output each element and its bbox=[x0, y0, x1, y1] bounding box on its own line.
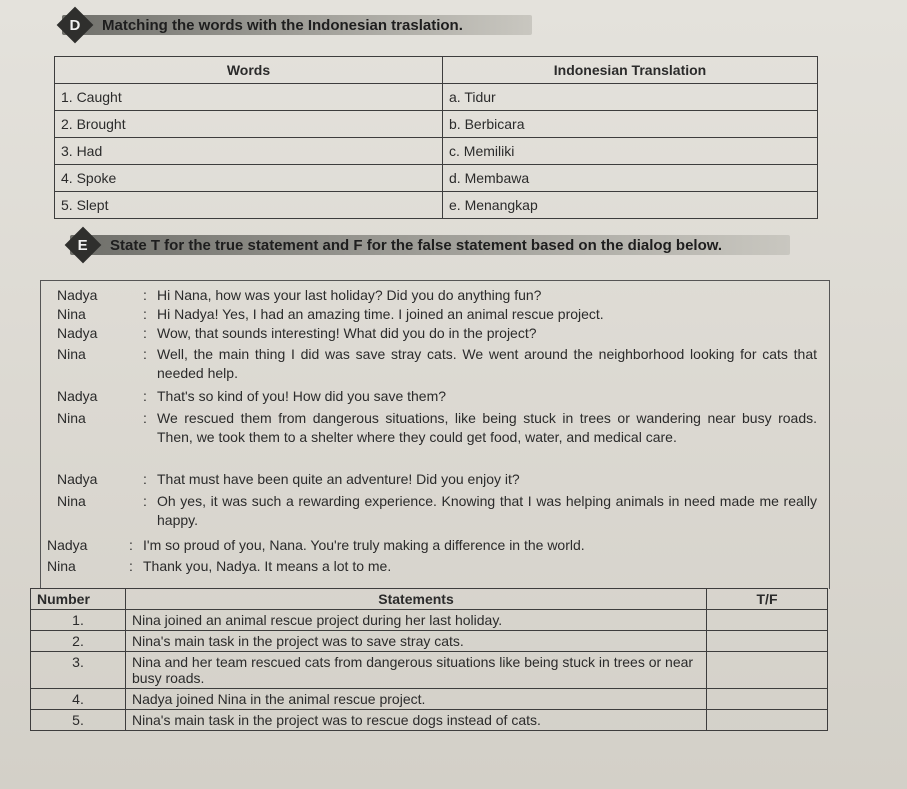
matching-table bbox=[54, 56, 818, 219]
tf-header: T/F bbox=[707, 589, 828, 610]
dialog-text: Oh yes, it was such a rewarding experience. Knowing that I was helping animals in need made me really happy. bbox=[157, 493, 817, 528]
speaker: Nina bbox=[57, 493, 86, 509]
statement-text: Nina joined an animal rescue project during her last holiday. bbox=[126, 610, 707, 631]
translation-header: Indonesian Translation bbox=[443, 57, 818, 84]
translation-cell: a. Tidur bbox=[443, 84, 818, 111]
dialog-line: Nina : Well, the main thing I did was save stray cats. We went around the neighborhood looking for cats that needed help. bbox=[57, 346, 817, 381]
translation-cell: b. Berbicara bbox=[443, 111, 818, 138]
table-row bbox=[55, 138, 818, 165]
words-header: Words bbox=[55, 57, 443, 84]
statement-text: Nina and her team rescued cats from dangerous situations like being stuck in trees or near busy roads. bbox=[126, 652, 707, 689]
dialog-text: I'm so proud of you, Nana. You're truly making a difference in the world. bbox=[143, 537, 585, 553]
table-row bbox=[55, 165, 818, 192]
section-e-letter: E bbox=[65, 227, 102, 264]
statements-table bbox=[30, 588, 828, 731]
translation-cell: c. Memiliki bbox=[443, 138, 818, 165]
speaker: Nadya bbox=[57, 287, 98, 303]
section-d-letter: D bbox=[57, 7, 94, 44]
translation-cell: e. Menangkap bbox=[443, 192, 818, 219]
dialog-line: Nadya : Wow, that sounds interesting! What did you do in the project? bbox=[57, 324, 817, 343]
tf-answer-cell[interactable] bbox=[707, 710, 828, 731]
table-header-row bbox=[31, 589, 828, 610]
speaker: Nina bbox=[57, 306, 86, 322]
speaker: Nina bbox=[57, 346, 86, 362]
statement-number: 3. bbox=[31, 652, 126, 689]
statement-text: Nina's main task in the project was to save stray cats. bbox=[126, 631, 707, 652]
translation-cell: d. Membawa bbox=[443, 165, 818, 192]
statement-text: Nadya joined Nina in the animal rescue project. bbox=[126, 689, 707, 710]
statement-number: 5. bbox=[31, 710, 126, 731]
dialog-text: That's so kind of you! How did you save them? bbox=[157, 388, 447, 404]
word-cell: 1. Caught bbox=[55, 84, 443, 111]
word-cell: 2. Brought bbox=[55, 111, 443, 138]
table-row bbox=[31, 710, 828, 731]
speaker: Nina bbox=[47, 558, 76, 574]
table-row bbox=[55, 84, 818, 111]
word-cell: 4. Spoke bbox=[55, 165, 443, 192]
dialog-line: Nadya : That must have been quite an adventure! Did you enjoy it? bbox=[57, 470, 817, 489]
speaker: Nadya bbox=[57, 388, 98, 404]
speaker: Nina bbox=[57, 410, 86, 426]
speaker: Nadya bbox=[57, 325, 98, 341]
table-row bbox=[55, 111, 818, 138]
tf-answer-cell[interactable] bbox=[707, 689, 828, 710]
dialog-line: Nina : We rescued them from dangerous situations, like being stuck in trees or wandering near busy roads. Then, we took them to a shelter where they could get food, water, and medical care. bbox=[57, 410, 817, 445]
tf-answer-cell[interactable] bbox=[707, 631, 828, 652]
dialog-text: Well, the main thing I did was save stray cats. We went around the neighborhood looking for cats that needed help. bbox=[157, 346, 817, 381]
dialog-text: Hi Nadya! Yes, I had an amazing time. I joined an animal rescue project. bbox=[157, 306, 604, 322]
tf-answer-cell[interactable] bbox=[707, 652, 828, 689]
statement-number: 1. bbox=[31, 610, 126, 631]
word-cell: 5. Slept bbox=[55, 192, 443, 219]
section-d-title: Matching the words with the Indonesian traslation. bbox=[102, 16, 463, 34]
dialog-text: Thank you, Nadya. It means a lot to me. bbox=[143, 558, 392, 574]
statement-number: 4. bbox=[31, 689, 126, 710]
dialog-box bbox=[40, 280, 830, 589]
dialog-line: Nina : Oh yes, it was such a rewarding experience. Knowing that I was helping animals in need made me really happy. bbox=[57, 493, 817, 528]
table-row bbox=[31, 689, 828, 710]
statement-number: 2. bbox=[31, 631, 126, 652]
table-row bbox=[55, 192, 818, 219]
dialog-line: Nina : Hi Nadya! Yes, I had an amazing time. I joined an animal rescue project. bbox=[57, 305, 817, 324]
dialog-text: Hi Nana, how was your last holiday? Did you do anything fun? bbox=[157, 287, 542, 303]
section-e-header bbox=[70, 232, 722, 258]
dialog-text: That must have been quite an adventure! Did you enjoy it? bbox=[157, 471, 520, 487]
section-e-title: State T for the true statement and F for the false statement based on the dialog below. bbox=[110, 236, 723, 254]
speaker: Nadya bbox=[57, 471, 98, 487]
dialog-line: Nadya : That's so kind of you! How did you save them? bbox=[57, 387, 817, 406]
table-header-row bbox=[55, 57, 818, 84]
table-row bbox=[31, 610, 828, 631]
dialog-text: Wow, that sounds interesting! What did you do in the project? bbox=[157, 325, 537, 341]
speaker: Nadya bbox=[47, 537, 88, 553]
table-row bbox=[31, 631, 828, 652]
dialog-line: Nina : Thank you, Nadya. It means a lot to me. bbox=[47, 557, 817, 576]
word-cell: 3. Had bbox=[55, 138, 443, 165]
statement-text: Nina's main task in the project was to rescue dogs instead of cats. bbox=[126, 710, 707, 731]
statements-header: Statements bbox=[126, 589, 707, 610]
table-row bbox=[31, 652, 828, 689]
dialog-text: We rescued them from dangerous situations, like being stuck in trees or wandering near busy roads. Then, we took them to a shelter where they could get food, water, and medical care. bbox=[157, 410, 817, 445]
tf-answer-cell[interactable] bbox=[707, 610, 828, 631]
dialog-line: Nadya : Hi Nana, how was your last holiday? Did you do anything fun? bbox=[57, 286, 817, 305]
dialog-line: Nadya : I'm so proud of you, Nana. You're truly making a difference in the world. bbox=[47, 536, 817, 555]
section-d-header bbox=[62, 12, 463, 38]
number-header: Number bbox=[31, 589, 126, 610]
